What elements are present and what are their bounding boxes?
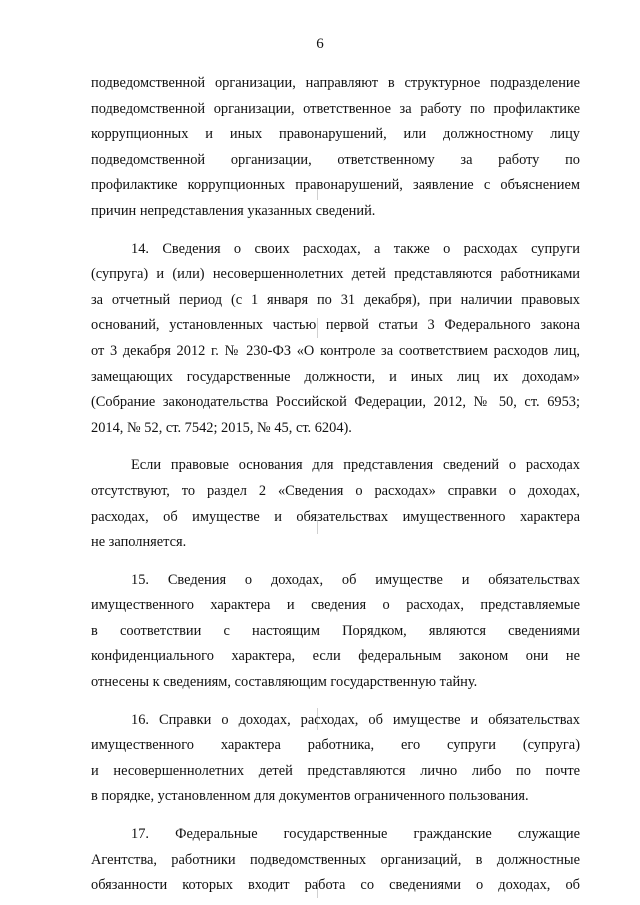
text-line: в порядке, установленном для документов ограниченного пользования. bbox=[91, 788, 529, 805]
text-line: конфиденциального характера, если федеральным законом они не bbox=[91, 648, 580, 665]
paragraph-16 bbox=[91, 708, 580, 810]
text-line: в соответствии с настоящим Порядком, являются сведениями bbox=[91, 622, 580, 639]
text-line: подведомственной организации, ответственному за работу по bbox=[91, 151, 580, 168]
text-line: профилактике коррупционных правонарушений, заявление с объяснением bbox=[91, 177, 580, 194]
text-line: подведомственной организации, ответственное за работу по профилактике bbox=[91, 100, 580, 117]
paragraph-14-expenses-note bbox=[91, 453, 580, 555]
text-line: 15. Сведения о доходах, об имуществе и обязательствах bbox=[131, 571, 580, 588]
page-number: 6 bbox=[316, 36, 324, 52]
text-line: Если правовые основания для представления сведений о расходах bbox=[131, 457, 580, 474]
text-line: 2014, № 52, ст. 7542; 2015, № 45, ст. 6204). bbox=[91, 419, 352, 436]
text-line: имущественного характера работника, его супруги (супруга) bbox=[91, 737, 580, 754]
text-line: причин непредставления указанных сведений. bbox=[91, 202, 376, 219]
paragraph-continuation bbox=[91, 71, 580, 225]
paragraph-17 bbox=[91, 822, 580, 899]
text-line: отнесены к сведениям, составляющим государственную тайну. bbox=[91, 674, 478, 691]
paragraph-14 bbox=[91, 237, 580, 442]
text-line: от 3 декабря 2012 г. № 230-ФЗ «О контроле за соответствием расходов лиц, bbox=[91, 342, 580, 359]
text-line: обязанности которых входит работа со сведениями о доходах, об bbox=[91, 877, 580, 894]
text-line: и несовершеннолетних детей представляются лично либо по почте bbox=[91, 762, 580, 779]
text-line: Агентства, работники подведомственных организаций, в должностные bbox=[91, 851, 580, 868]
text-line: коррупционных и иных правонарушений, или должностному лицу bbox=[91, 126, 580, 143]
text-line: 17. Федеральные государственные гражданские служащие bbox=[131, 826, 580, 843]
paragraph-15 bbox=[91, 568, 580, 696]
text-line: оснований, установленных частью первой статьи 3 Федерального закона bbox=[91, 317, 580, 334]
text-line: 16. Справки о доходах, расходах, об имуществе и обязательствах bbox=[131, 711, 580, 728]
text-line: 14. Сведения о своих расходах, а также о расходах супруги bbox=[131, 240, 580, 257]
text-line: не заполняется. bbox=[91, 534, 187, 551]
text-line: отсутствуют, то раздел 2 «Сведения о расходах» справки о доходах, bbox=[91, 482, 580, 499]
text-line: расходах, об имуществе и обязательствах имущественного характера bbox=[91, 508, 580, 525]
text-line: (супруга) и (или) несовершеннолетних детей представляются работниками bbox=[91, 266, 580, 283]
text-line: замещающих государственные должности, и иных лиц их доходам» bbox=[91, 368, 580, 385]
text-line: подведомственной организации, направляют в структурное подразделение bbox=[91, 75, 580, 91]
text-line: (Собрание законодательства Российской Федерации, 2012, № 50, ст. 6953; bbox=[91, 394, 580, 411]
text-line: за отчетный период (с 1 января по 31 декабря), при наличии правовых bbox=[91, 291, 580, 308]
text-line: имущественного характера и сведения о расходах, представляемые bbox=[91, 597, 580, 614]
document-body bbox=[91, 71, 580, 899]
